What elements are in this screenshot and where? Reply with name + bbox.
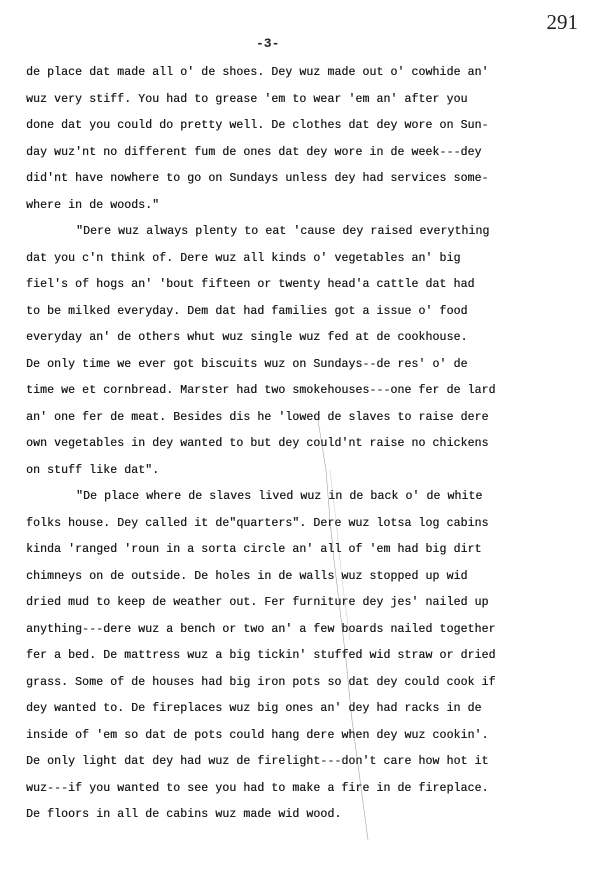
text-line: inside of 'em so dat de pots could hang dere when dey wuz cookin'. [26,728,489,742]
text-line: De only time we ever got biscuits wuz on Sundays--de res' o' de [26,357,468,371]
text-line: dat you c'n think of. Dere wuz all kinds o' vegetables an' big [26,251,461,265]
text-line: kinda 'ranged 'roun in a sorta circle an' all of 'em had big dirt [26,543,482,556]
text-line: wuz very stiff. You had to grease 'em to wear 'em an' after you [26,92,468,106]
text-line: everyday an' de others whut wuz single wuz fed at de cookhouse. [26,331,468,344]
section-marker: -3- [256,36,280,51]
text-line: done dat you could do pretty well. De clothes dat dey wore on Sun- [26,119,489,132]
text-line: "De place where de slaves lived wuz in de back o' de white [76,490,483,503]
text-line: time we et cornbread. Marster had two smokehouses---one fer de lard [26,384,496,397]
text-line: De only light dat dey had wuz de firelight---don't care how hot it [26,755,489,768]
text-line: on stuff like dat". [26,463,160,477]
page-number: 291 [546,10,578,34]
text-line: dey wanted to. De fireplaces wuz big ones an' dey had racks in de [26,702,482,715]
text-line: folks house. Dey called it de"quarters". Dere wuz lotsa log cabins [26,516,489,530]
text-line: chimneys on de outside. De holes in de walls wuz stopped up wid [26,569,468,583]
text-line: day wuz'nt no different fum de ones dat dey wore in de week---dey [26,145,482,159]
text-line: De floors in all de cabins wuz made wid wood. [26,808,342,821]
text-line: anything---dere wuz a bench or two an' a few boards nailed together [26,622,496,636]
text-line: to be milked everyday. Dem dat had families got a issue o' food [26,304,468,318]
body-text [26,60,586,829]
text-line: an' one fer de meat. Besides dis he 'lowed de slaves to raise dere [26,410,489,424]
text-line: dried mud to keep de weather out. Fer furniture dey jes' nailed up [26,596,489,609]
text-line: de place dat made all o' de shoes. Dey wuz made out o' cowhide an' [26,66,489,79]
text-line: did'nt have nowhere to go on Sundays unless dey had services some- [26,172,489,185]
text-line: where in de woods." [26,198,160,212]
text-line: grass. Some of de houses had big iron pots so dat dey could cook if [26,675,496,689]
text-line: "Dere wuz always plenty to eat 'cause dey raised everything [76,225,490,238]
text-line: own vegetables in dey wanted to but dey could'nt raise no chickens [26,437,489,450]
text-line: wuz---if you wanted to see you had to make a fire in de fireplace. [26,781,489,795]
text-line: fer a bed. De mattress wuz a big tickin' stuffed wid straw or dried [26,649,496,662]
text-line: fiel's of hogs an' 'bout fifteen or twenty head'a cattle dat had [26,278,475,291]
